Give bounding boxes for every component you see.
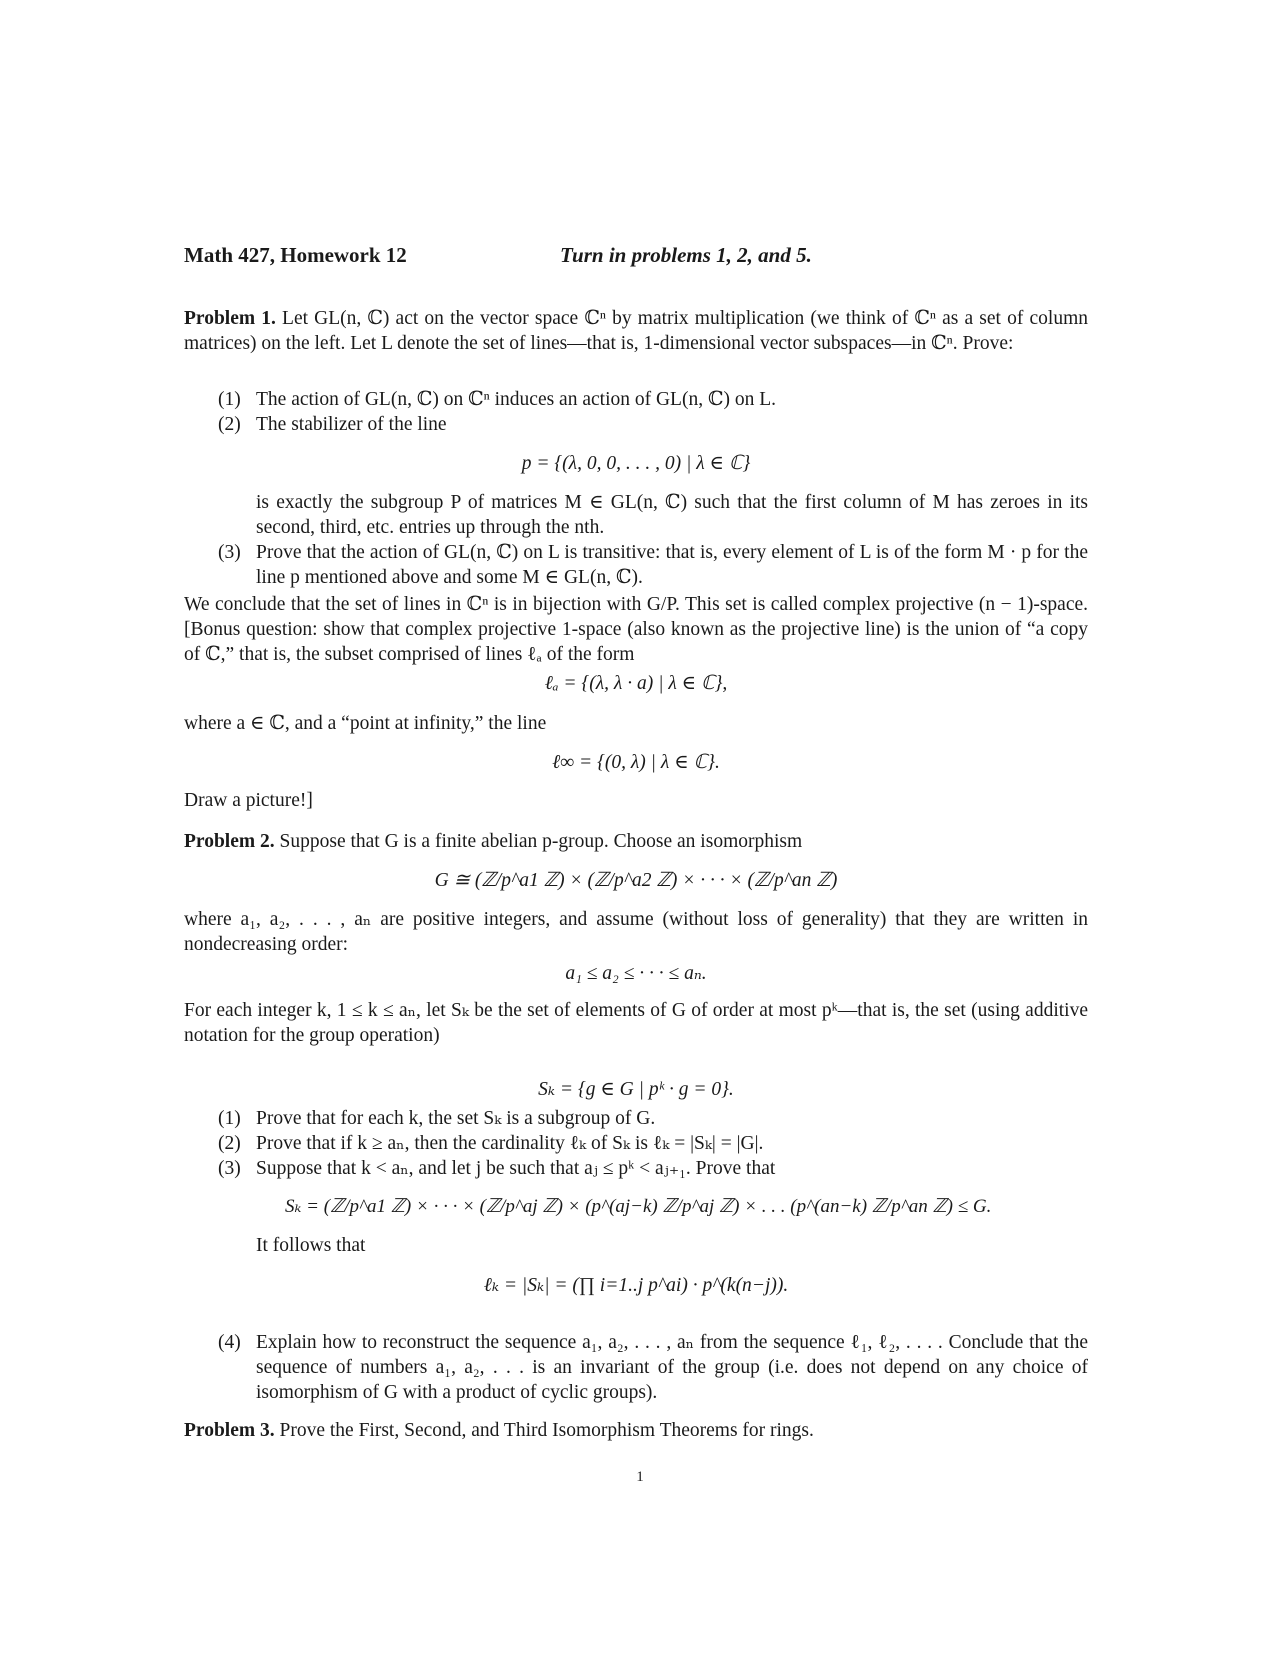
- problem1-draw: [184, 788, 1088, 813]
- equation-line-p: [184, 451, 1088, 476]
- problem2-foreach: [184, 998, 1088, 1048]
- problem1-intro: [184, 306, 1088, 356]
- item-number: (3): [218, 1158, 241, 1179]
- where-text: where a ∈ ℂ, and a “point at infinity,” the line: [184, 713, 547, 734]
- equation-text: Sₖ = (ℤ/p^a1 ℤ) × · · · × (ℤ/p^aj ℤ) × (p^(aj−k) ℤ/p^aj ℤ) × . . . (p^(an−k) ℤ/p^an ℤ) ≤ G.: [285, 1196, 992, 1217]
- equation-text: p = {(λ, 0, 0, . . . , 0) | λ ∈ ℂ}: [521, 453, 751, 474]
- equation-isomorphism: [184, 868, 1088, 893]
- problem2-where: [184, 907, 1088, 957]
- item-text: Suppose that k < aₙ, and let j be such that aⱼ ≤ pᵏ < aⱼ₊₁. Prove that: [256, 1158, 776, 1179]
- where-text: where a₁, a₂, . . . , aₙ are positive integers, and assume (without loss of generality) that they are written in nondecreasing order:: [184, 909, 1088, 955]
- page-number-text: 1: [636, 1469, 644, 1485]
- conclusion-text: We conclude that the set of lines in ℂⁿ is in bijection with G/P. This set is called complex projective (n − 1)-space. [Bonus question: show that complex projective 1-space (also known as the projective line) is the union of “a copy of ℂ,” that is, the subset comprised of lines ℓₐ of the form: [184, 594, 1088, 665]
- course-title: [184, 243, 407, 268]
- item-text: Prove that for each k, the set Sₖ is a subgroup of G.: [256, 1108, 656, 1129]
- item-number: (1): [218, 389, 241, 410]
- equation-text: ℓ∞ = {(0, λ) | λ ∈ ℂ}.: [552, 752, 720, 773]
- equation-text: ℓₐ = {(λ, λ · a) | λ ∈ ℂ},: [544, 673, 728, 694]
- equation-text: Sₖ = {g ∈ G | pᵏ · g = 0}.: [538, 1079, 734, 1100]
- item-text: is exactly the subgroup P of matrices M ∈ GL(n, ℂ) such that the first column of M has zeroes in its second, third, etc. entries up through the nth.: [256, 492, 1088, 538]
- item-number: (4): [218, 1332, 241, 1353]
- item-number: (1): [218, 1108, 241, 1129]
- item-text: The action of GL(n, ℂ) on ℂⁿ induces an action of GL(n, ℂ) on L.: [256, 389, 777, 410]
- item-number: (2): [218, 414, 241, 435]
- problem3: [184, 1418, 1088, 1443]
- course-title-text: Math 427, Homework 12: [184, 243, 407, 267]
- item-text: Prove that if k ≥ aₙ, then the cardinality ℓₖ of Sₖ is ℓₖ = |Sₖ| = |G|.: [256, 1133, 764, 1154]
- equation-text: a₁ ≤ a₂ ≤ · · · ≤ aₙ.: [565, 963, 707, 984]
- equation-text: G ≅ (ℤ/p^a1 ℤ) × (ℤ/p^a2 ℤ) × · · · × (ℤ/p^an ℤ): [434, 870, 838, 891]
- foreach-text: For each integer k, 1 ≤ k ≤ aₙ, let Sₖ be the set of elements of G of order at most pᵏ—that is, the set (using additive notation for the group operation): [184, 1000, 1088, 1046]
- item-text: Explain how to reconstruct the sequence a₁, a₂, . . . , aₙ from the sequence ℓ₁, ℓ₂, . . . . Conclude that the sequence of numbers a₁, a₂, . . . is an invariant of the group (i.e. does not depend on any choice of isomorphism of G with a product of cyclic groups).: [256, 1332, 1088, 1403]
- problem3-text: Prove the First, Second, and Third Isomorphism Theorems for rings.: [279, 1420, 814, 1441]
- problem2-follows: [256, 1233, 365, 1258]
- equation-sk-product: [285, 1194, 1088, 1219]
- instructions: [560, 243, 812, 268]
- equation-line-la: [184, 671, 1088, 696]
- problem1-where-a: [184, 711, 1088, 736]
- item-text: Prove that the action of GL(n, ℂ) on L is transitive: that is, every element of L is of the form M · p for the line p mentioned above and some M ∈ GL(n, ℂ).: [256, 542, 1088, 588]
- page-number: [0, 1465, 1280, 1490]
- instructions-text: Turn in problems 1, 2, and 5.: [560, 243, 812, 267]
- problem1-intro-text: Let GL(n, ℂ) act on the vector space ℂⁿ by matrix multiplication (we think of ℂⁿ as a set of column matrices) on the left. Let L denote the set of lines—that is, 1-dimensional vector subspaces—in ℂⁿ. Prove:: [184, 308, 1088, 354]
- problem2-intro: [184, 829, 1088, 854]
- equation-order: [184, 961, 1088, 986]
- equation-line-infinity: [184, 750, 1088, 775]
- item-number: (3): [218, 542, 241, 563]
- problem2-intro-text: Suppose that G is a finite abelian p-group. Choose an isomorphism: [279, 831, 803, 852]
- equation-text: ℓₖ = |Sₖ| = (∏ i=1..j p^ai) · p^(k(n−j)).: [483, 1275, 789, 1296]
- problem1-label: Problem 1.: [184, 308, 276, 329]
- item-text: The stabilizer of the line: [256, 414, 447, 435]
- equation-sk: [184, 1077, 1088, 1102]
- draw-text: Draw a picture!]: [184, 790, 313, 811]
- problem2-label: Problem 2.: [184, 831, 275, 852]
- follows-text: It follows that: [256, 1235, 366, 1256]
- problem1-conclusion: [184, 592, 1088, 667]
- item-number: (2): [218, 1133, 241, 1154]
- problem3-label: Problem 3.: [184, 1420, 275, 1441]
- equation-lk: [184, 1273, 1088, 1298]
